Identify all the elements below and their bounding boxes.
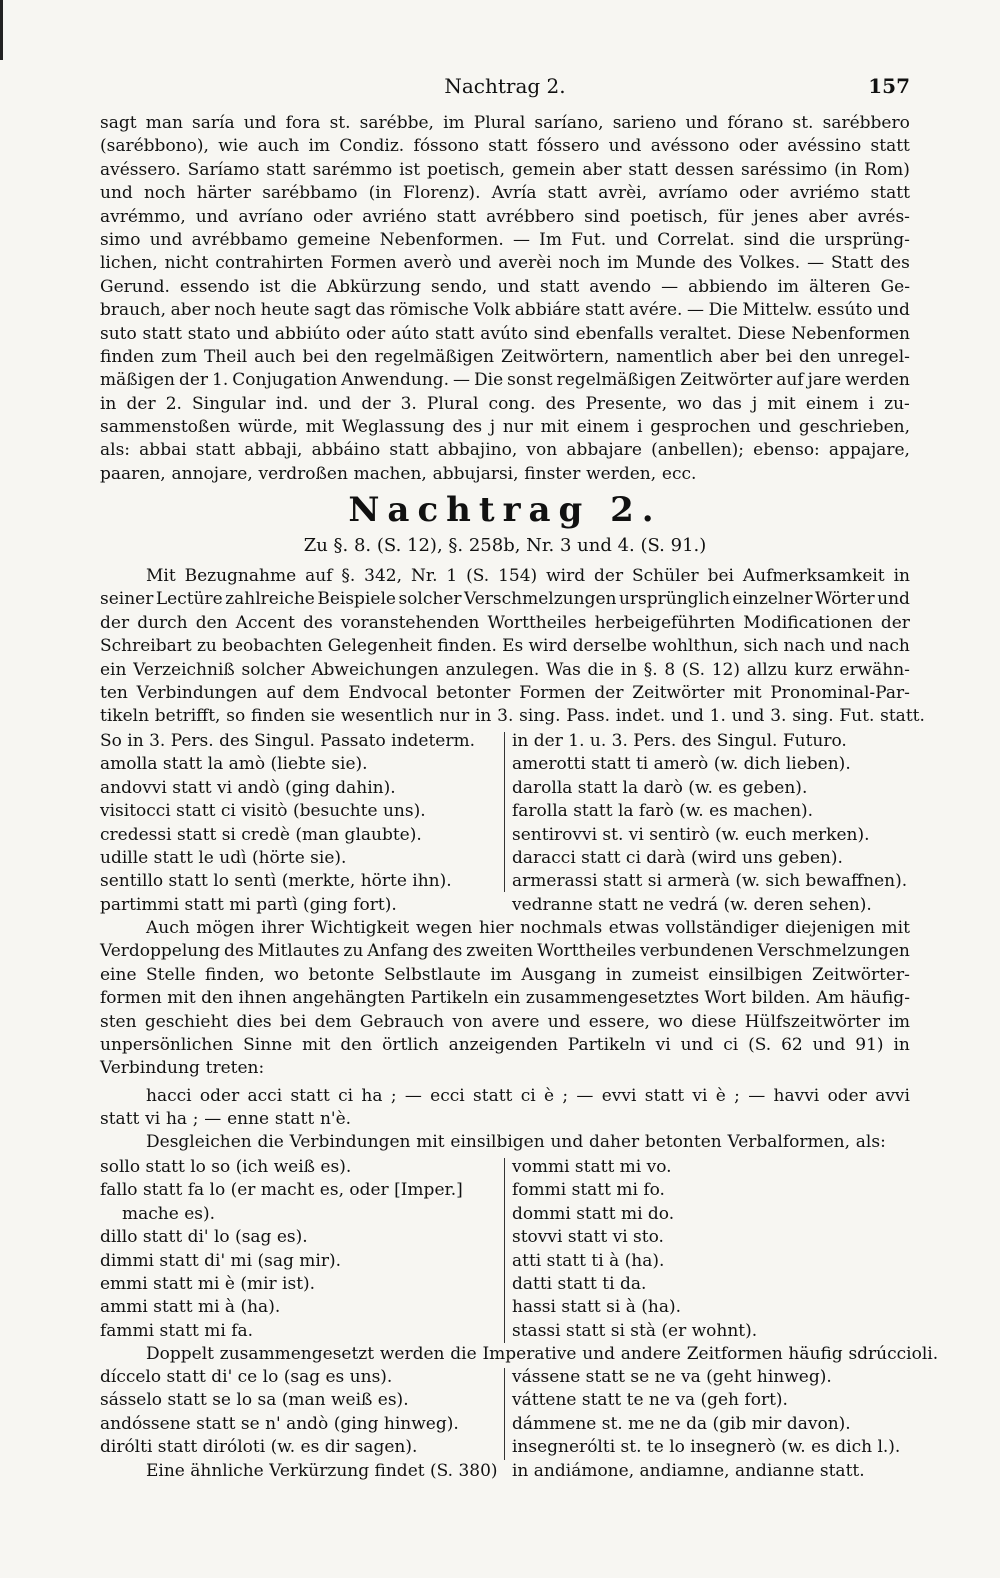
table-cell: andovvi statt vi andò (ging dahin). [100,777,396,798]
table-cell: fommi statt mi fo. [512,1180,665,1201]
table-cell: udille statt le udì (hörte sie). [100,847,347,868]
text-line: Verdoppelung des Mitlautes zu Anfang des zweiten Worttheiles verbundenen Verschmelzungen [100,941,910,962]
text-line: avrémmo, und avríano oder avriéno statt avrébbero sind poetisch, für jenes aber avrés- [100,206,910,227]
text-line: eine Stelle finden, wo betonte Selbstlaute im Ausgang in zumeist einsilbigen Zeitwörter- [100,964,910,985]
table-cell: vommi statt mi vo. [512,1157,672,1177]
table-cell: sollo statt lo so (ich weiß es). [100,1157,352,1177]
text-line: suto statt stato und abbiúto oder aúto statt avúto sind ebenfalls veraltet. Diese Nebenformen [100,323,910,344]
table-cell: Eine ähnliche Verkürzung findet (S. 380) [146,1460,498,1481]
table-cell: mache es). [122,1203,216,1224]
text-line: paaren, annojare, verdroßen machen, abbujarsi, finster werden, ecc. [100,463,697,484]
paragraph-auch [100,917,910,1081]
paragraph-doppelt [100,1343,939,1366]
table-cell: amolla statt la amò (liebte sie). [100,754,368,775]
section-title: Nachtrag 2. [348,490,662,530]
table-cell: díccelo statt di' ce lo (sag es uns). [100,1367,393,1387]
column-rule [504,1158,505,1343]
text-line: simo und avrébbamo gemeine Nebenformen. — Im Fut. und Correlat. sind die ursprüng- [100,229,910,250]
table-cell: dommi statt mi do. [512,1203,675,1224]
example-table-futuro [100,730,910,920]
table-cell: andóssene statt se n' andò (ging hinweg). [100,1413,459,1434]
table-cell: dámmene st. me ne da (gib mir davon). [512,1413,851,1434]
text-line: ein Verzeichniß solcher Abweichungen anzulegen. Was die in §. 8 (S. 12) allzu kurz erwähn- [100,659,910,680]
table-cell: insegnerólti st. te lo insegnerò (w. es dich l.). [512,1437,901,1458]
table-cell: stassi statt si stà (er wohnt). [512,1320,758,1341]
text-line: Auch mögen ihrer Wichtigkeit wegen hier nochmals etwas vollständiger diejenigen mit [146,918,910,938]
text-line: Verbindung treten: [100,1058,265,1079]
table-cell: daracci statt ci darà (wird uns geben). [512,847,843,868]
text-line: Schreibart zu beobachten Gelegenheit finden. Es wird derselbe wohlthun, sich nach und nach [100,636,910,657]
table-cell: datti statt ti da. [512,1273,647,1294]
table-cell: vedranne statt ne vedrá (w. deren sehen). [512,894,872,915]
text-line: ten Verbindungen auf dem Endvocal betonter Formen der Zeitwörter mit Pronominal-Par- [100,682,910,703]
text-line: sten geschieht dies bei dem Gebrauch von avere und essere, wo diese Hülfszeitwörter im [100,1011,910,1032]
table-cell: dimmi statt di' mi (sag mir). [100,1250,342,1271]
table-cell: sentillo statt lo sentì (merkte, hörte ihn). [100,871,452,892]
table-col-left [100,1156,500,1343]
table-cell: stovvi statt vi sto. [512,1227,664,1248]
text-line: in der 2. Singular ind. und der 3. Plural cong. des Presente, wo das j mit einem i zu- [100,393,910,414]
text-line: und noch härter sarébbamo (in Florenz). Avría statt avrèi, avríamo oder avriémo statt [100,183,910,204]
table-cell: in andiámone, andiamne, andianne statt. [512,1460,865,1481]
table-cell: atti statt ti à (ha). [512,1250,665,1271]
table-cell: credessi statt si credè (man glaubte). [100,824,422,845]
table-cell: in der 1. u. 3. Pers. des Singul. Futuro. [512,731,847,751]
table-cell: So in 3. Pers. des Singul. Passato indeterm. [100,731,476,751]
table-col-left [100,730,500,917]
table-col-right [512,1366,910,1483]
running-head: Nachtrag 2. [444,74,566,98]
table-cell: dirólti statt diróloti (w. es dir sagen). [100,1437,418,1458]
table-cell: sásselo statt se lo sa (man weiß es). [100,1390,409,1411]
table-col-right [512,730,910,917]
table-cell: váttene statt te ne va (geh fort). [512,1390,788,1411]
table-cell: darolla statt la darò (w. es geben). [512,777,808,798]
text-line: hacci oder acci statt ci ha ; — ecci statt ci è ; — evvi statt vi è ; — havvi oder avvi [146,1086,910,1106]
text-line: Gerund. essendo ist die Abkürzung sendo, und statt avendo — abbiendo im älteren Ge- [100,276,910,297]
column-rule [504,1368,505,1460]
text-line: mäßigen der 1. Conjugation Anwendung. — Die sonst regelmäßigen Zeitwörter auf jare werden [100,370,910,391]
table-cell: dillo statt di' lo (sag es). [100,1227,308,1248]
table-cell: partimmi statt mi partì (ging fort). [100,894,397,915]
text-line: sagt man saría und fora st. sarébbe, im Plural saríano, sarieno und fórano st. sarébbero [100,113,910,133]
table-col-left [100,1366,500,1483]
example-table-einsilbig [100,1156,910,1346]
text-line: brauch, aber noch heute sagt das römische Volk abbiáre statt avére. — Die Mittelw. essúto und [100,300,910,321]
paragraph-continuation [100,112,910,486]
text-line: (sarébbono), wie auch im Condiz. fóssono statt fóssero und avéssono oder avéssino statt [100,136,910,157]
table-cell: visitocci statt ci visitò (besuchte uns). [100,801,426,822]
text-line: Desgleichen die Verbindungen mit einsilbigen und daher betonten Verbalformen, als: [146,1132,886,1152]
section-subtitle: Zu §. 8. (S. 12), §. 258b, Nr. 3 und 4. (S. 91.) [303,535,707,556]
text-line: Mit Bezugnahme auf §. 342, Nr. 1 (S. 154) wird der Schüler bei Aufmerksamkeit in [146,566,910,586]
table-cell: vássene statt se ne va (geht hinweg). [512,1367,832,1387]
scan-edge [0,0,3,60]
table-cell: ammi statt mi à (ha). [100,1297,281,1318]
table-cell: armerassi statt si armerà (w. sich bewaffnen). [512,871,908,892]
page-header [100,74,910,102]
text-line: finden zum Theil auch bei den regelmäßigen Zeitwörtern, namentlich aber bei den unregel- [100,346,910,367]
column-rule [504,732,505,892]
table-cell: hassi statt si à (ha). [512,1297,681,1318]
paragraph-hacci [100,1085,910,1132]
text-line: sammenstoßen würde, mit Weglassung des j nur mit einem i gesprochen und geschrieben, [100,417,910,438]
table-cell: emmi statt mi è (mir ist). [100,1273,316,1294]
text-line: unpersönlichen Sinne mit den örtlich anzeigenden Partikeln vi und ci (S. 62 und 91) in [100,1034,910,1055]
text-line: Doppelt zusammengesetzt werden die Imperative und andere Zeitformen häufig sdrúccioli. [146,1344,939,1364]
example-table-sdruccioli [100,1366,910,1486]
table-cell: fammi statt mi fa. [100,1320,254,1341]
text-line: der durch den Accent des voranstehenden Worttheiles herbeigeführten Modificationen der [100,612,910,633]
text-line: seiner Lectüre zahlreiche Beispiele solcher Verschmelzungen ursprünglich einzelner Wörter und [100,589,910,610]
table-cell: fallo statt fa lo (er macht es, oder [Imper.] [100,1180,463,1201]
text-line: als: abbai statt abbaji, abbáino statt abbajino, von abbajare (anbellen); ebenso: appajare, [100,440,910,461]
text-line: lichen, nicht contrahirten Formen averò und averèi noch im Munde des Volkes. — Statt des [100,253,910,274]
table-cell: farolla statt la farò (w. es machen). [512,801,814,822]
page-number: 157 [868,74,910,98]
table-cell: amerotti statt ti amerò (w. dich lieben). [512,754,851,775]
text-line: statt vi ha ; — enne statt n'è. [100,1109,352,1130]
text-line: avéssero. Saríamo statt sarémmo ist poetisch, gemein aber statt dessen saréssimo (in Rom) [100,159,910,180]
paragraph-mit-bezugnahme [100,565,925,729]
paragraph-desgleichen [100,1131,910,1154]
table-col-right [512,1156,910,1343]
text-line: formen mit den ihnen angehängten Partikeln ein zusammengesetztes Wort bilden. Am häufig- [100,988,910,1009]
table-cell: sentirovvi st. vi sentirò (w. euch merken). [512,824,870,845]
text-line: tikeln betrifft, so finden sie wesentlich nur in 3. sing. Pass. indet. und 1. und 3. sing. Fut. statt. [100,706,925,727]
